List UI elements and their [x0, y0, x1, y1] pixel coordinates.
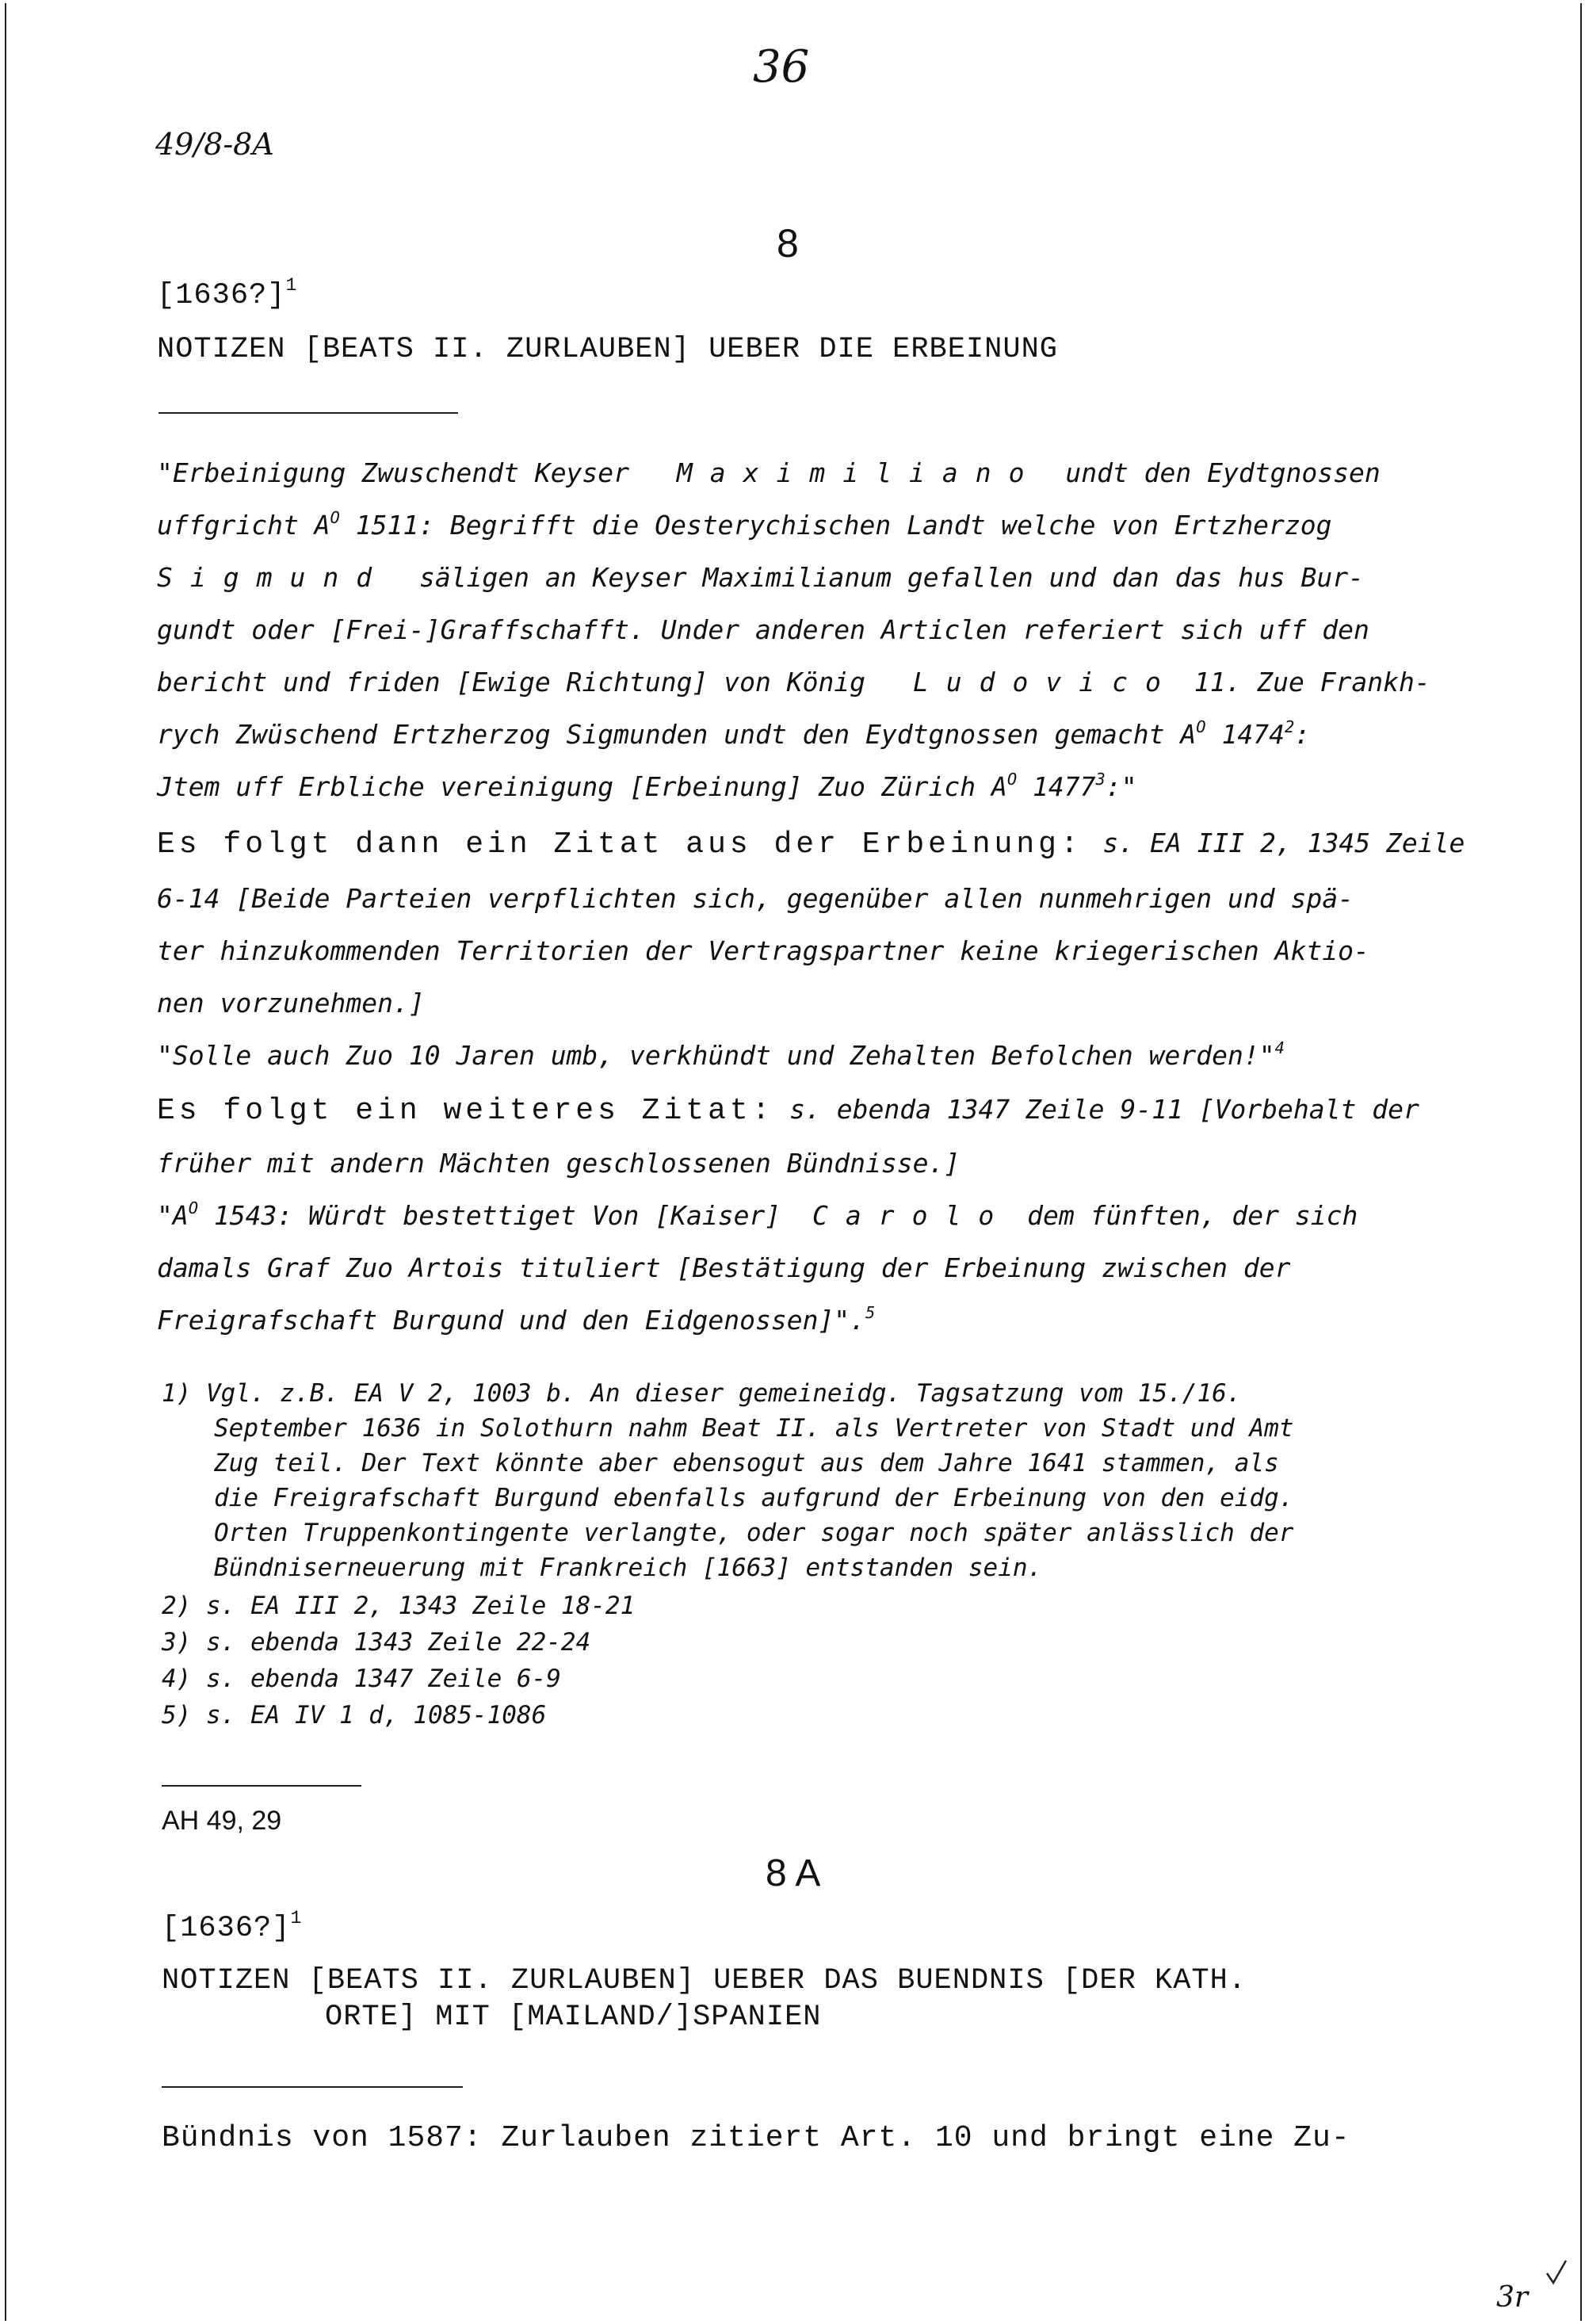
entry-title-cont: ORTE] MIT [MAILAND/]SPANIEN	[325, 2001, 822, 2034]
handwritten-page-number: 36	[753, 41, 810, 93]
footnote-3: 3) s. ebenda 1343 Zeile 22-24	[162, 1628, 591, 1657]
section-rule	[162, 1785, 361, 1787]
footnote-4: 4) s. ebenda 1347 Zeile 6-9	[162, 1665, 561, 1693]
quote-line: damals Graf Zuo Artois tituliert [Bestätigung der Erbeinung zwischen der	[157, 1252, 1291, 1283]
footnote-1: 1) Vgl. z.B. EA V 2, 1003 b. An dieser gemeineidg. Tagsatzung vom 15./16.	[162, 1379, 1242, 1408]
footnote-1-cont: September 1636 in Solothurn nahm Beat II. als Vertreter von Stadt und Amt	[214, 1414, 1294, 1443]
footnote-1-cont: Zug teil. Der Text könnte aber ebensogut aus dem Jahre 1641 stammen, als	[214, 1449, 1279, 1477]
commentary-line: ter hinzukommenden Territorien der Vertragspartner keine kriegerischen Aktio-	[157, 935, 1369, 966]
entry-number: 8 A	[766, 1852, 821, 1894]
entry-title: NOTIZEN [BEATS II. ZURLAUBEN] UEBER DAS BUENDNIS [DER KATH.	[162, 1964, 1247, 1997]
footnote-1-cont: die Freigrafschaft Burgund ebenfalls aufgrund der Erbeinung von den eidg.	[214, 1484, 1294, 1512]
quote-line: uffgricht $A^O$ 1511: Begrifft die Oesterychischen Landt welche von Ertzherzog	[157, 507, 1332, 541]
quote-line: Sigmund säligen an Keyser Maximilianum gefallen und dan das hus Bur-	[157, 562, 1365, 593]
corner-mark: 3r	[1496, 2281, 1529, 2314]
footnote-2: 2) s. EA III 2, 1343 Zeile 18-21	[162, 1592, 636, 1620]
entry-date: [1636?]$^1$	[157, 275, 298, 312]
commentary-line: 6-14 [Beide Parteien verpflichten sich, gegenüber allen nunmehrigen und spä-	[157, 883, 1354, 914]
quote-line: Freigrafschaft Burgund und den Eidgenossen]".$^5$	[157, 1302, 876, 1336]
title-rule	[158, 412, 458, 414]
footnote-5: 5) s. EA IV 1 d, 1085-1086	[162, 1701, 547, 1730]
quote-line: gundt oder [Frei-]Graffschafft. Under anderen Articlen referiert sich uff den	[157, 614, 1369, 645]
commentary-line: früher mit andern Mächten geschlossenen Bündnisse.]	[157, 1148, 961, 1179]
footnote-1-cont: Orten Truppenkontingente verlangte, oder sogar noch später anlässlich der	[214, 1519, 1294, 1547]
quote-line: "Solle auch Zuo 10 Jaren umb, verkhündt und Zehalten Befolchen werden!"$^4$	[157, 1038, 1285, 1071]
quote-line: bericht und friden [Ewige Richtung] von König Ludovico 11. Zue Frankh-	[157, 667, 1430, 698]
entry-number: 8	[777, 221, 799, 266]
title-rule	[162, 2086, 463, 2088]
commentary-line: Es folgt dann ein Zitat aus der Erbeinung: s. EA III 2, 1345 Zeile	[157, 828, 1465, 862]
commentary-line: nen vorzunehmen.]	[157, 988, 425, 1019]
source-reference: AH 49, 29	[162, 1806, 282, 1836]
entry-date: [1636?]$^1$	[162, 1908, 303, 1945]
footnote-1-cont: Bündniserneuerung mit Frankreich [1663] entstanden sein.	[214, 1554, 1043, 1582]
quote-line: "Erbeinigung Zwuschendt Keyser Maximiliano undt den Eydtgnossen	[157, 457, 1381, 488]
checkmark-icon	[1545, 2257, 1569, 2289]
entry-title: NOTIZEN [BEATS II. ZURLAUBEN] UEBER DIE ERBEINUNG	[157, 333, 1058, 366]
commentary-line: Es folgt ein weiteres Zitat: s. ebenda 1347 Zeile 9-11 [Vorbehalt der	[157, 1094, 1419, 1128]
quote-line: Jtem uff Erbliche vereinigung [Erbeinung] Zuo Zürich $A^O$ 1477$^3$:"	[157, 769, 1137, 802]
archive-reference: 49/8-8A	[155, 127, 274, 162]
body-text: Bündnis von 1587: Zurlauben zitiert Art. 10 und bringt eine Zu-	[162, 2121, 1350, 2155]
quote-line: rych Zwüschend Ertzherzog Sigmunden undt den Eydtgnossen gemacht $A^O$ 1474$^2$:	[157, 717, 1311, 750]
quote-line: "$A^O$ 1543: Würdt bestettiget Von [Kaiser] Carolo dem fünften, der sich	[157, 1198, 1358, 1231]
